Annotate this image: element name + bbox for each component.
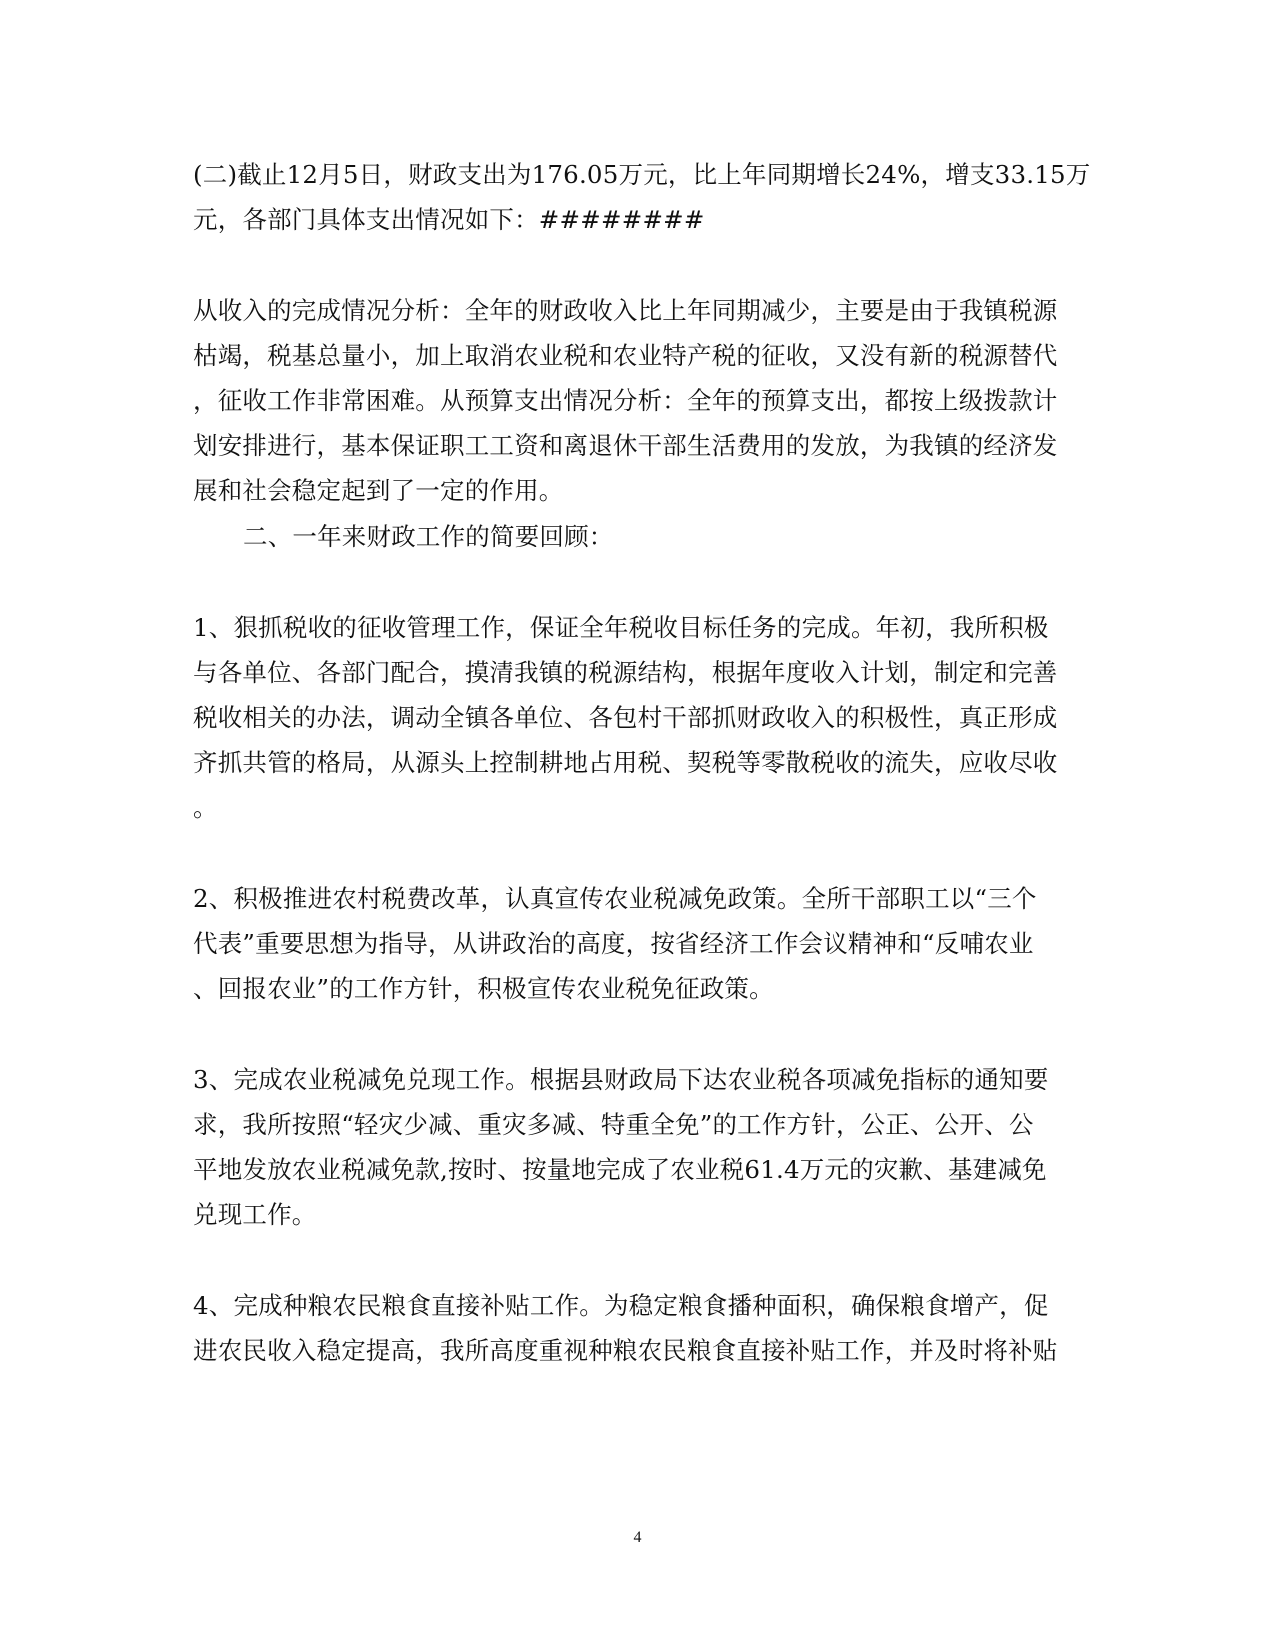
section-heading: 二、一年来财政工作的简要回顾： bbox=[243, 522, 614, 551]
text-line: 2、积极推进农村税费改革，认真宣传农业税减免政策。全所干部职工以“三个 bbox=[193, 884, 1037, 913]
text-line: 划安排进行，基本保证职工工资和离退休干部生活费用的发放，为我镇的经济发 bbox=[193, 431, 1058, 460]
text-line: 枯竭，税基总量小，加上取消农业税和农业特产税的征收，又没有新的税源替代 bbox=[193, 341, 1058, 370]
text-line: 与各单位、各部门配合，摸清我镇的税源结构，根据年度收入计划，制定和完善 bbox=[193, 658, 1058, 687]
text-line: 4、完成种粮农民粮食直接补贴工作。为稳定粮食播种面积，确保粮食增产，促 bbox=[193, 1291, 1049, 1320]
text-line: 代表”重要思想为指导，从讲政治的高度，按省经济工作会议精神和“反哺农业 bbox=[193, 929, 1034, 958]
page-number: 4 bbox=[633, 1529, 642, 1546]
text-line: 元，各部门具体支出情况如下：######## bbox=[193, 205, 705, 234]
text-line: 求，我所按照“轻灾少减、重灾多减、特重全免”的工作方针，公正、公开、公 bbox=[193, 1110, 1034, 1139]
text-line: 。 bbox=[193, 793, 218, 822]
text-line: 税收相关的办法，调动全镇各单位、各包村干部抓财政收入的积极性，真正形成 bbox=[193, 703, 1058, 732]
text-line: 、回报农业”的工作方针，积极宣传农业税免征政策。 bbox=[193, 974, 774, 1003]
text-line: 3、完成农业税减免兑现工作。根据县财政局下达农业税各项减免指标的通知要 bbox=[193, 1065, 1049, 1094]
text-line: 齐抓共管的格局，从源头上控制耕地占用税、契税等零散税收的流失，应收尽收 bbox=[193, 748, 1058, 777]
text-line: 兑现工作。 bbox=[193, 1200, 317, 1229]
text-line: ，征收工作非常困难。从预算支出情况分析：全年的预算支出，都按上级拨款计 bbox=[193, 386, 1058, 415]
text-line: 进农民收入稳定提高，我所高度重视种粮农民粮食直接补贴工作，并及时将补贴 bbox=[193, 1336, 1058, 1365]
text-line: 展和社会稳定起到了一定的作用。 bbox=[193, 476, 564, 505]
text-line: 平地发放农业税减免款,按时、按量地完成了农业税61.4万元的灾歉、基建减免 bbox=[193, 1155, 1047, 1184]
text-line: 从收入的完成情况分析：全年的财政收入比上年同期减少，主要是由于我镇税源 bbox=[193, 296, 1058, 325]
text-line: (二)截止12月5日，财政支出为176.05万元，比上年同期增长24%，增支33.15万 bbox=[193, 160, 1091, 189]
text-line: 1、狠抓税收的征收管理工作，保证全年税收目标任务的完成。年初，我所积极 bbox=[193, 613, 1049, 642]
